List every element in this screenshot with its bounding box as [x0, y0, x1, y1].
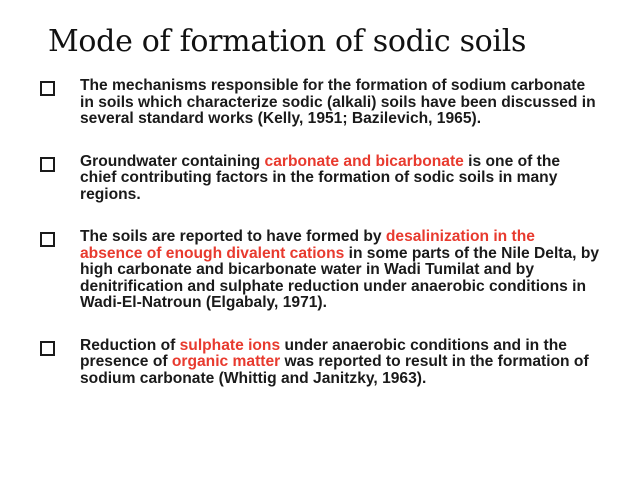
- square-checkbox-icon: [40, 81, 55, 96]
- bullet-text-segment: is one of the chief contributing factors in the formation of sodic soils in many regions.: [80, 152, 561, 203]
- slide-title: Mode of formation of sodic soils: [48, 24, 527, 59]
- highlight-carbonate-bicarbonate: carbonate and bicarbonate: [264, 152, 464, 170]
- bullet-text-segment: The soils are reported to have formed by: [80, 228, 386, 245]
- bullet-text-segment: was reported to result in the formation of sodium carbonate (Whittig and Janitzky, 1963).: [80, 353, 589, 387]
- bullet-item-3: [40, 229, 600, 312]
- bullet-text-4: [80, 338, 600, 388]
- bullet-text-segment: The mechanisms responsible for the formation of sodium carbonate in soils which characterize sodic (alkali) soils have been discussed in several standard works (Kelly, 1951; Bazilevich, 1965).: [80, 77, 596, 127]
- bullet-item-2: [40, 154, 600, 204]
- square-checkbox-icon: [40, 157, 55, 172]
- highlight-desalinization: desalinization in the absence of enough divalent cations: [80, 228, 535, 262]
- bullet-text-segment: in some parts of the Nile Delta, by high carbonate and bicarbonate water in Wadi Tumilat and by denitrification and sulphate reduction under anaerobic conditions in Wadi-El-Natroun (Elgabaly, 1971).: [80, 244, 600, 311]
- bullet-text-segment: Groundwater containing: [80, 152, 265, 170]
- highlight-sulphate-ions: sulphate ions: [179, 336, 281, 354]
- square-checkbox-icon: [40, 341, 55, 356]
- bullet-text-1: [80, 78, 600, 128]
- bullet-text-segment: Reduction of: [80, 336, 180, 354]
- bullet-item-4: [40, 338, 600, 388]
- bullet-item-1: [40, 78, 600, 128]
- bullet-text-2: [80, 154, 600, 204]
- bullet-list: [40, 78, 600, 413]
- bullet-text-3: [80, 229, 600, 312]
- square-checkbox-icon: [40, 232, 55, 247]
- highlight-organic-matter: organic matter: [171, 353, 281, 370]
- bullet-text-segment: under anaerobic conditions and in the presence of: [80, 336, 567, 370]
